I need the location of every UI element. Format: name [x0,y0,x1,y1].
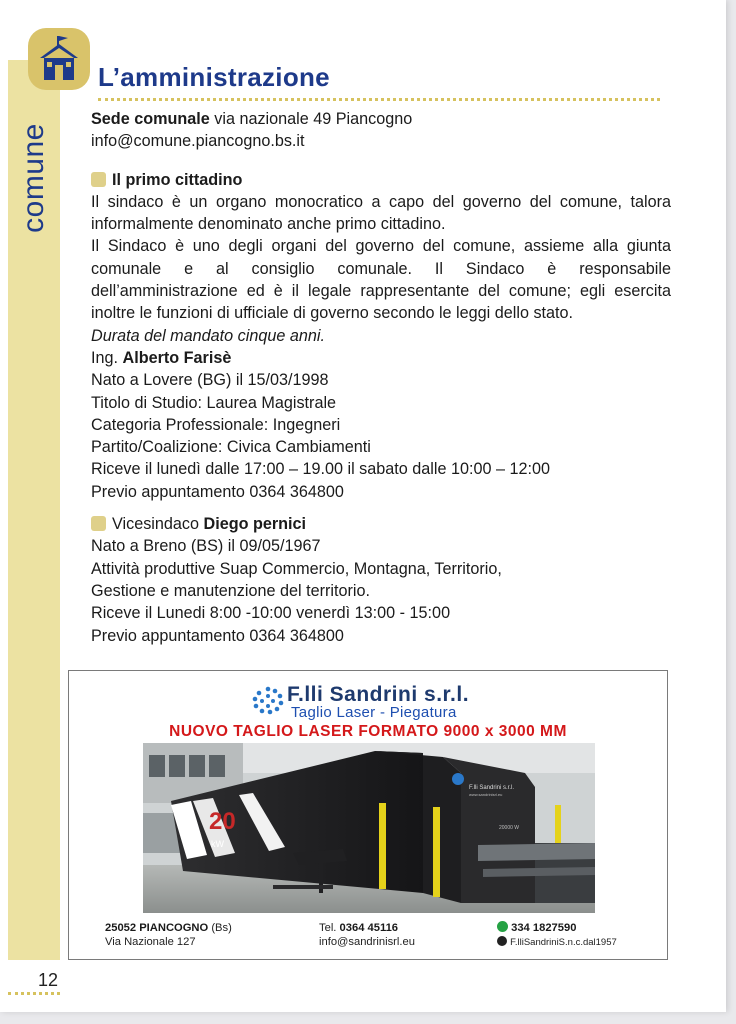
advertisement[interactable] [68,670,668,960]
vice-heading [91,513,671,535]
mayor-name-line [91,347,671,369]
seat-email[interactable]: info@comune.piancogno.bs.it [91,132,305,151]
main-content [91,108,671,647]
title-divider [98,98,660,101]
section-label: comune [17,123,50,233]
mayor-term [91,325,671,347]
school-icon [28,28,90,90]
ad-contact-block [319,921,415,949]
machine-model: 20000 W [499,825,520,831]
vice-born: Nato a Breno (BS) il 09/05/1967 [91,537,321,556]
ad-tel-label: Tel. [319,922,337,934]
company-tagline: Taglio Laser - Piegatura [291,704,457,721]
footer-divider [8,992,60,995]
mayor-study: Titolo di Studio: Laurea Magistrale [91,393,337,412]
machine-unit: kW [211,839,224,849]
mayor-name: Alberto Farisè [122,348,232,367]
machine-url: www.sandrinisrl.eu [469,792,503,797]
mayor-born: Nato a Lovere (BG) il 15/03/1998 [91,371,329,390]
vice-duties-1: Attività produttive Suap Commercio, Montagna, Territorio, [91,559,502,578]
mayor-term-text: Durata del mandato cinque anni. [91,326,325,345]
page-title: L’amministrazione [98,62,330,92]
vice-name: Diego pernici [203,515,307,534]
bullet-square-icon [91,172,106,187]
mayor-title-prefix: Ing. [91,348,119,367]
laser-machine-photo [143,743,595,913]
mayor-appointment: Previo appuntamento 0364 364800 [91,482,344,501]
mayor-heading [91,169,671,191]
facebook-icon [497,936,507,946]
machine-brand: F.lli Sandrini s.r.l. [469,785,515,791]
ad-email[interactable]: info@sandrinisrl.eu [319,936,415,948]
ad-street: Via Nazionale 127 [105,936,196,948]
ad-address-block [105,921,232,949]
mayor-category: Categoria Professionale: Ingegneri [91,415,341,434]
seat-line [91,108,671,130]
seat-label: Sede comunale [91,110,210,128]
ad-tel[interactable]: 0364 45116 [339,922,399,934]
ad-province: (Bs) [211,922,232,934]
vice-appointment: Previo appuntamento 0364 364800 [91,626,344,645]
page-number: 12 [38,970,59,990]
ad-city: 25052 PIANCOGNO [105,922,209,934]
mayor-desc-2: Il Sindaco è uno degli organi del governo del comune, assieme alla giunta comunale e al consiglio comunale. Il Sindaco è responsabile dell’amministrazione ed è il legale rappresentante del comune; egli esercita inoltre le funzioni di ufficiale di governo secondo le leggi dello stato. [91,237,671,323]
ad-whatsapp[interactable]: 334 1827590 [511,922,577,934]
company-logo-icon [251,685,285,715]
machine-badge: 20 [209,808,236,835]
company-name: F.lli Sandrini s.r.l. [287,683,470,706]
vice-duties-2: Gestione e manutenzione del territorio. [91,581,370,600]
mayor-heading-text: Il primo cittadino [112,170,243,189]
mayor-hours: Riceve il lunedì dalle 17:00 – 19.00 il sabato dalle 10:00 – 12:00 [91,460,550,479]
sidebar-label [14,118,54,238]
bullet-square-icon [91,516,106,531]
ad-social-block [497,921,617,950]
vice-role: Vicesindaco [112,515,199,534]
ad-headline: NUOVO TAGLIO LASER FORMATO 9000 x 3000 MM [169,723,567,740]
seat-address: via nazionale 49 Piancogno [214,110,413,128]
whatsapp-icon [497,921,508,932]
mayor-party: Partito/Coalizione: Civica Cambiamenti [91,438,371,457]
vice-hours: Riceve il Lunedi 8:00 -10:00 venerdì 13:00 - 15:00 [91,604,451,623]
ad-facebook[interactable]: F.lliSandriniS.n.c.dal1957 [510,937,617,948]
mayor-desc-1: Il sindaco è un organo monocratico a capo del governo del comune, talora informalmente denominato anche primo cittadino. [91,192,671,234]
